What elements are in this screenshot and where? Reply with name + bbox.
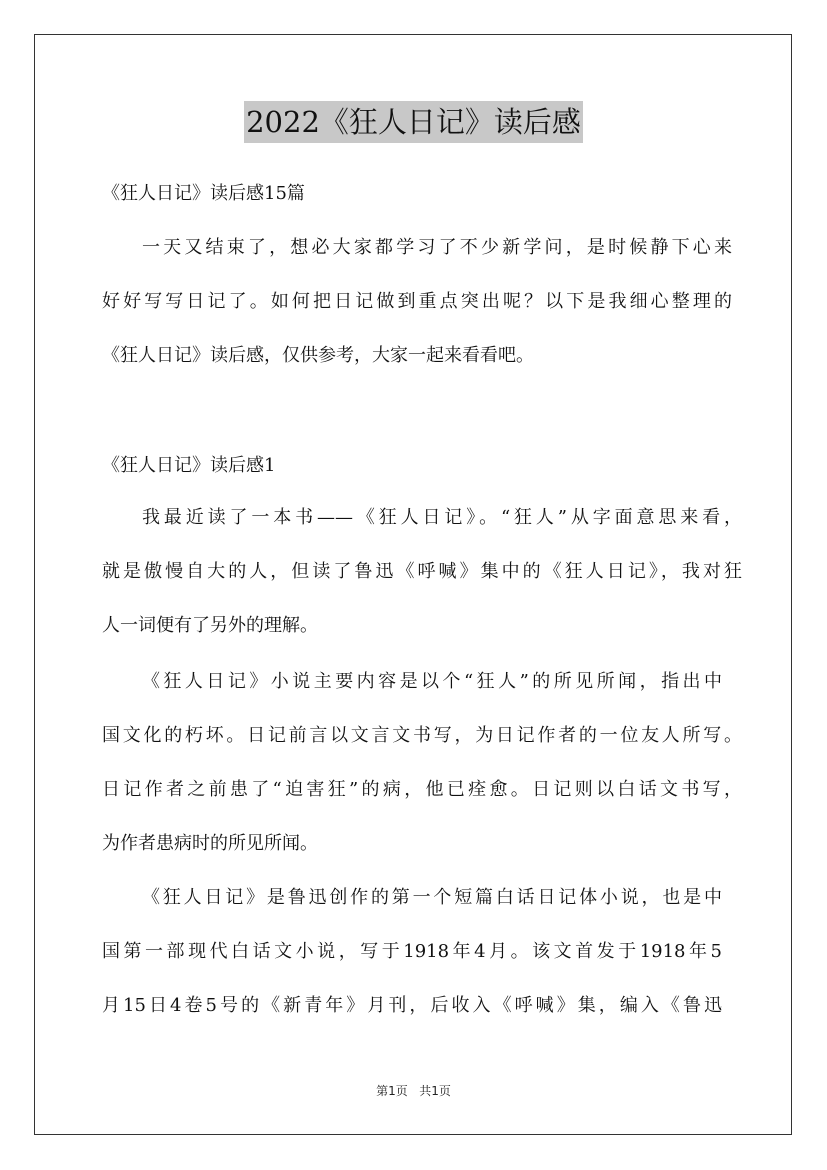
paragraph-line: 就是傲慢自大的人，但读了鲁迅《呼喊》集中的《狂人日记》，我对狂 [102,561,742,582]
paragraph-line: 《狂人日记》是鲁迅创作的第一个短篇白话日记体小说，也是中 [142,887,722,908]
paragraph-line: 日记作者之前患了“迫害狂”的病，他已痊愈。日记则以白话文书写， [102,779,742,800]
page-footer [0,1082,827,1099]
page-number: 第1页 [376,1084,408,1098]
intro-line: 《狂人日记》读后感，仅供参考，大家一起来看看吧。 [102,345,534,366]
paragraph-line: 我最近读了一本书——《狂人日记》。“狂人”从字面意思来看， [142,507,742,528]
paragraph-line: 月15日4卷5号的《新青年》月刊，后收入《呼喊》集，编入《鲁迅 [102,995,722,1016]
document-title: 2022《狂人日记》读后感 [244,101,583,143]
paragraph-line: 人一词便有了另外的理解。 [102,615,318,636]
paragraph-line: 为作者患病时的所见所闻。 [102,833,318,854]
section-heading: 《狂人日记》读后感1 [102,455,276,476]
paragraph-line: 《狂人日记》小说主要内容是以个“狂人”的所见所闻，指出中 [142,671,722,692]
intro-line: 好好写写日记了。如何把日记做到重点突出呢？以下是我细心整理的 [102,291,732,312]
subtitle: 《狂人日记》读后感15篇 [102,183,305,204]
paragraph-line: 国第一部现代白话文小说，写于1918年4月。该文首发于1918年5 [102,941,722,962]
intro-line: 一天又结束了，想必大家都学习了不少新学问，是时候静下心来 [142,237,732,258]
title-container [0,101,827,143]
page-total: 共1页 [419,1084,451,1098]
paragraph-line: 国文化的朽坏。日记前言以文言文书写，为日记作者的一位友人所写。 [102,725,742,746]
